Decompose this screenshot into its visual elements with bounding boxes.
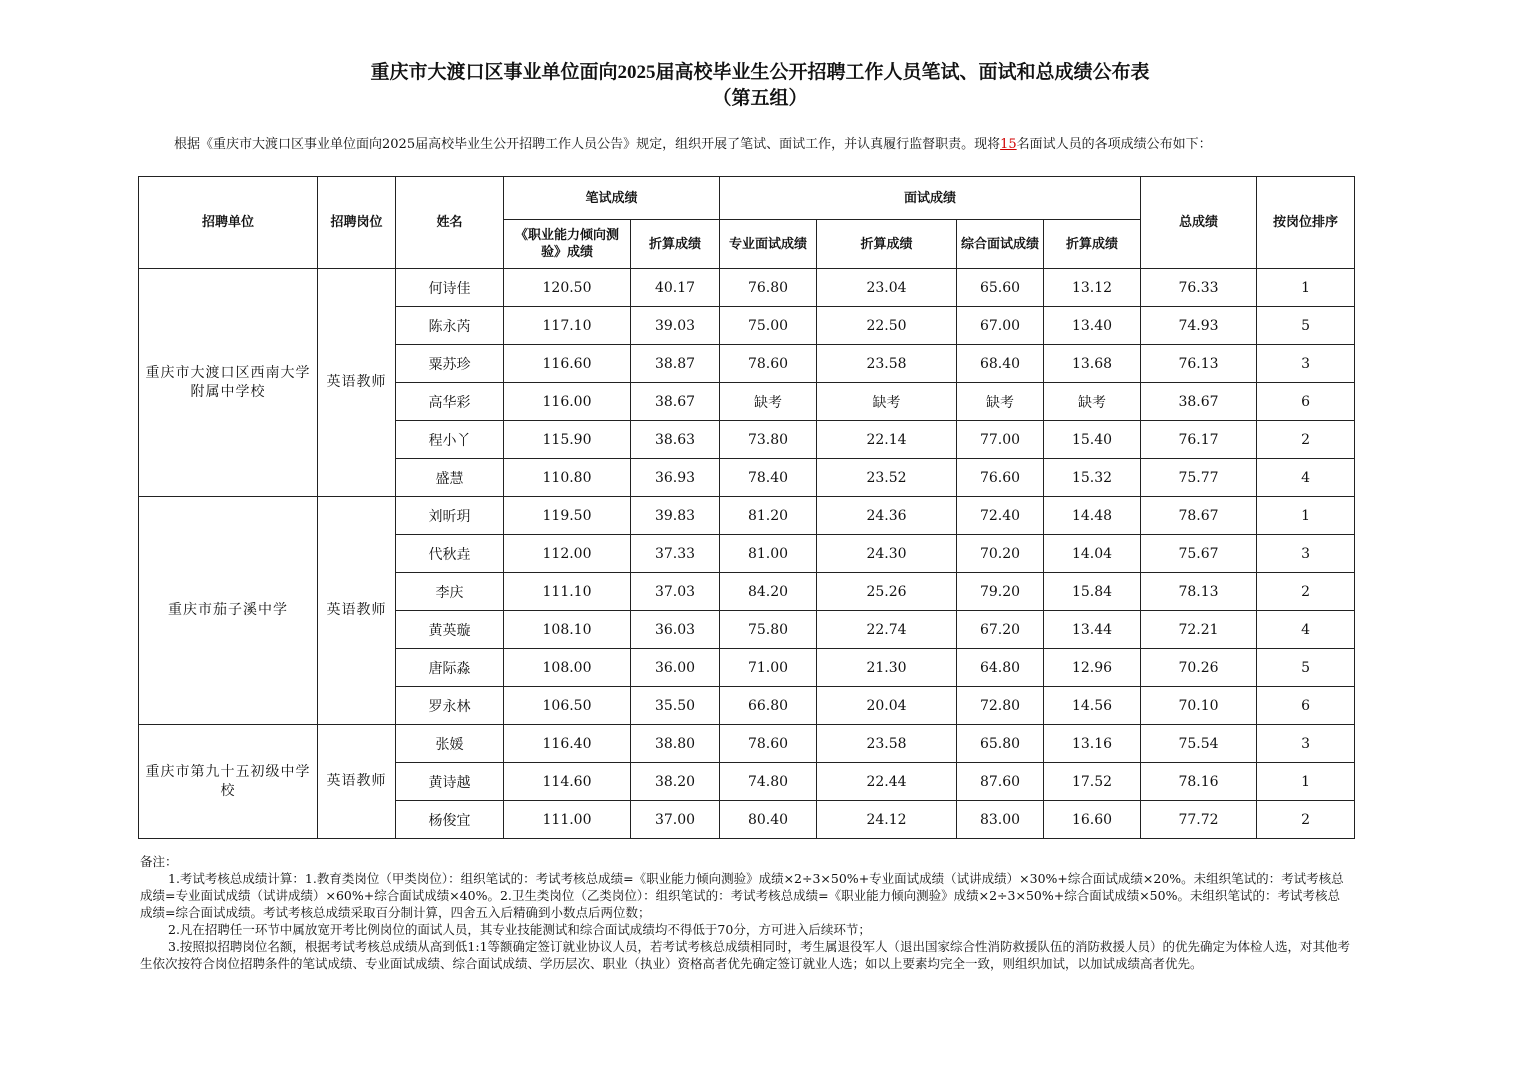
candidate-name: 李庆: [396, 573, 504, 611]
post-rank: 2: [1257, 573, 1355, 611]
comp-interview-converted: 13.68: [1044, 345, 1141, 383]
pro-interview-converted: 24.12: [817, 801, 957, 839]
recruiting-unit: 重庆市茄子溪中学: [139, 497, 318, 725]
pro-interview-score: 80.40: [720, 801, 817, 839]
comp-interview-score: 67.20: [957, 611, 1044, 649]
written-score: 112.00: [504, 535, 631, 573]
pro-interview-converted: 23.58: [817, 725, 957, 763]
pro-interview-score: 缺考: [720, 383, 817, 421]
candidate-name: 刘昕玥: [396, 497, 504, 535]
header-pro-conv: 折算成绩: [817, 220, 957, 269]
title-line-2: （第五组）: [712, 88, 808, 109]
page-title: [0, 60, 1520, 112]
header-written: 笔试成绩: [504, 177, 720, 220]
comp-interview-score: 77.00: [957, 421, 1044, 459]
comp-interview-score: 79.20: [957, 573, 1044, 611]
comp-interview-converted: 14.56: [1044, 687, 1141, 725]
candidate-name: 何诗佳: [396, 269, 504, 307]
post-rank: 1: [1257, 269, 1355, 307]
pro-interview-converted: 缺考: [817, 383, 957, 421]
notes-section: [140, 853, 1352, 972]
comp-interview-converted: 16.60: [1044, 801, 1141, 839]
post-rank: 1: [1257, 497, 1355, 535]
pro-interview-score: 75.80: [720, 611, 817, 649]
comp-interview-converted: 15.40: [1044, 421, 1141, 459]
total-score: 70.26: [1141, 649, 1257, 687]
post-rank: 2: [1257, 801, 1355, 839]
header-written-score: 《职业能力倾向测验》成绩: [504, 220, 631, 269]
total-score: 38.67: [1141, 383, 1257, 421]
candidate-name: 唐际淼: [396, 649, 504, 687]
intro-paragraph: [140, 135, 1352, 154]
written-converted: 37.03: [631, 573, 720, 611]
comp-interview-score: 缺考: [957, 383, 1044, 421]
table-row: [139, 497, 1355, 535]
header-comp-interview: 综合面试成绩: [957, 220, 1044, 269]
candidate-name: 程小丫: [396, 421, 504, 459]
pro-interview-converted: 22.50: [817, 307, 957, 345]
total-score: 75.54: [1141, 725, 1257, 763]
pro-interview-converted: 24.36: [817, 497, 957, 535]
written-score: 115.90: [504, 421, 631, 459]
written-converted: 36.03: [631, 611, 720, 649]
pro-interview-score: 66.80: [720, 687, 817, 725]
post-rank: 5: [1257, 649, 1355, 687]
pro-interview-converted: 21.30: [817, 649, 957, 687]
header-post: 招聘岗位: [318, 177, 396, 269]
written-score: 114.60: [504, 763, 631, 801]
comp-interview-converted: 13.40: [1044, 307, 1141, 345]
header-total: 总成绩: [1141, 177, 1257, 269]
recruiting-post: 英语教师: [318, 497, 396, 725]
comp-interview-score: 68.40: [957, 345, 1044, 383]
written-score: 111.10: [504, 573, 631, 611]
written-score: 116.40: [504, 725, 631, 763]
post-rank: 2: [1257, 421, 1355, 459]
pro-interview-score: 78.60: [720, 725, 817, 763]
comp-interview-score: 72.80: [957, 687, 1044, 725]
written-score: 108.10: [504, 611, 631, 649]
written-converted: 38.87: [631, 345, 720, 383]
post-rank: 4: [1257, 611, 1355, 649]
pro-interview-converted: 22.14: [817, 421, 957, 459]
comp-interview-converted: 15.32: [1044, 459, 1141, 497]
written-score: 120.50: [504, 269, 631, 307]
written-score: 117.10: [504, 307, 631, 345]
candidate-name: 黄诗越: [396, 763, 504, 801]
note-item-1: 1.考试考核总成绩计算：1.教育类岗位（甲类岗位）：组织笔试的：考试考核总成绩=《职业能力倾向测验》成绩×2÷3×50%+专业面试成绩（试讲成绩）×30%+综合面试成绩×20%。未组织笔试的：考试考核总成绩=专业面试成绩（试讲成绩）×60%+综合面试成绩×40%。2.卫生类岗位（乙类岗位）：组织笔试的：考试考核总成绩=《职业能力倾向测验》成绩×2÷3×50%+综合面试成绩×50%。未组织笔试的：考试考核总成绩=综合面试成绩。考试考核总成绩采取百分制计算，四舍五入后精确到小数点后两位数；: [140, 871, 1344, 920]
pro-interview-converted: 22.44: [817, 763, 957, 801]
written-converted: 36.00: [631, 649, 720, 687]
pro-interview-score: 75.00: [720, 307, 817, 345]
score-table: [138, 176, 1355, 839]
comp-interview-score: 70.20: [957, 535, 1044, 573]
written-converted: 37.00: [631, 801, 720, 839]
written-converted: 38.67: [631, 383, 720, 421]
score-table-body: [139, 269, 1355, 839]
header-rank: 按岗位排序: [1257, 177, 1355, 269]
written-converted: 39.83: [631, 497, 720, 535]
pro-interview-score: 81.00: [720, 535, 817, 573]
comp-interview-score: 87.60: [957, 763, 1044, 801]
candidate-name: 陈永芮: [396, 307, 504, 345]
pro-interview-score: 84.20: [720, 573, 817, 611]
recruiting-unit: 重庆市大渡口区西南大学附属中学校: [139, 269, 318, 497]
post-rank: 5: [1257, 307, 1355, 345]
total-score: 70.10: [1141, 687, 1257, 725]
pro-interview-score: 78.60: [720, 345, 817, 383]
recruiting-unit: 重庆市第九十五初级中学校: [139, 725, 318, 839]
total-score: 76.13: [1141, 345, 1257, 383]
table-row: [139, 269, 1355, 307]
written-converted: 35.50: [631, 687, 720, 725]
pro-interview-converted: 23.04: [817, 269, 957, 307]
written-converted: 38.20: [631, 763, 720, 801]
pro-interview-converted: 24.30: [817, 535, 957, 573]
comp-interview-converted: 14.04: [1044, 535, 1141, 573]
table-row: [139, 725, 1355, 763]
pro-interview-score: 76.80: [720, 269, 817, 307]
total-score: 78.67: [1141, 497, 1257, 535]
header-pro-interview: 专业面试成绩: [720, 220, 817, 269]
recruiting-post: 英语教师: [318, 725, 396, 839]
comp-interview-score: 65.60: [957, 269, 1044, 307]
comp-interview-score: 83.00: [957, 801, 1044, 839]
total-score: 76.33: [1141, 269, 1257, 307]
note-item-3: 3.按照拟招聘岗位名额，根据考试考核总成绩从高到低1:1等额确定签订就业协议人员，若考试考核总成绩相同时，考生属退役军人（退出国家综合性消防救援队伍的消防救援人员）的优先确定为体检人选，对其他考生依次按符合岗位招聘条件的笔试成绩、专业面试成绩、综合面试成绩、学历层次、职业（执业）资格高者优先确定签订就业人选；如以上要素均完全一致，则组织加试，以加试成绩高者优先。: [140, 939, 1351, 971]
comp-interview-converted: 12.96: [1044, 649, 1141, 687]
comp-interview-score: 65.80: [957, 725, 1044, 763]
total-score: 76.17: [1141, 421, 1257, 459]
pro-interview-converted: 25.26: [817, 573, 957, 611]
written-score: 116.00: [504, 383, 631, 421]
post-rank: 3: [1257, 725, 1355, 763]
title-line-1: 重庆市大渡口区事业单位面向2025届高校毕业生公开招聘工作人员笔试、面试和总成绩公布表: [370, 62, 1150, 83]
written-converted: 40.17: [631, 269, 720, 307]
candidate-name: 代秋垚: [396, 535, 504, 573]
header-unit: 招聘单位: [139, 177, 318, 269]
post-rank: 6: [1257, 687, 1355, 725]
written-converted: 39.03: [631, 307, 720, 345]
comp-interview-score: 64.80: [957, 649, 1044, 687]
recruiting-post: 英语教师: [318, 269, 396, 497]
written-score: 119.50: [504, 497, 631, 535]
post-rank: 6: [1257, 383, 1355, 421]
header-written-conv: 折算成绩: [631, 220, 720, 269]
header-comp-conv: 折算成绩: [1044, 220, 1141, 269]
pro-interview-score: 73.80: [720, 421, 817, 459]
candidate-name: 粟苏珍: [396, 345, 504, 383]
comp-interview-converted: 缺考: [1044, 383, 1141, 421]
pro-interview-converted: 22.74: [817, 611, 957, 649]
note-item-2: 2.凡在招聘任一环节中属放宽开考比例岗位的面试人员，其专业技能测试和综合面试成绩均不得低于70分，方可进入后续环节；: [168, 922, 871, 937]
candidate-name: 张媛: [396, 725, 504, 763]
candidate-name: 杨俊宜: [396, 801, 504, 839]
written-converted: 37.33: [631, 535, 720, 573]
comp-interview-converted: 15.84: [1044, 573, 1141, 611]
post-rank: 3: [1257, 535, 1355, 573]
written-score: 108.00: [504, 649, 631, 687]
comp-interview-converted: 17.52: [1044, 763, 1141, 801]
pro-interview-converted: 23.58: [817, 345, 957, 383]
total-score: 72.21: [1141, 611, 1257, 649]
written-score: 106.50: [504, 687, 631, 725]
comp-interview-score: 76.60: [957, 459, 1044, 497]
header-name: 姓名: [396, 177, 504, 269]
written-score: 111.00: [504, 801, 631, 839]
written-score: 116.60: [504, 345, 631, 383]
candidate-name: 高华彩: [396, 383, 504, 421]
pro-interview-score: 81.20: [720, 497, 817, 535]
pro-interview-score: 78.40: [720, 459, 817, 497]
post-rank: 1: [1257, 763, 1355, 801]
candidate-name: 盛慧: [396, 459, 504, 497]
comp-interview-converted: 13.16: [1044, 725, 1141, 763]
pro-interview-converted: 20.04: [817, 687, 957, 725]
total-score: 75.67: [1141, 535, 1257, 573]
total-score: 78.13: [1141, 573, 1257, 611]
total-score: 77.72: [1141, 801, 1257, 839]
comp-interview-score: 72.40: [957, 497, 1044, 535]
post-rank: 4: [1257, 459, 1355, 497]
written-converted: 38.80: [631, 725, 720, 763]
intro-text-after: 名面试人员的各项成绩公布如下：: [1016, 137, 1212, 152]
written-converted: 36.93: [631, 459, 720, 497]
pro-interview-converted: 23.52: [817, 459, 957, 497]
notes-heading: 备注：: [140, 854, 178, 869]
written-converted: 38.63: [631, 421, 720, 459]
written-score: 110.80: [504, 459, 631, 497]
pro-interview-score: 74.80: [720, 763, 817, 801]
post-rank: 3: [1257, 345, 1355, 383]
comp-interview-converted: 13.12: [1044, 269, 1141, 307]
pro-interview-score: 71.00: [720, 649, 817, 687]
total-score: 78.16: [1141, 763, 1257, 801]
candidate-name: 罗永林: [396, 687, 504, 725]
comp-interview-score: 67.00: [957, 307, 1044, 345]
total-score: 74.93: [1141, 307, 1257, 345]
header-interview: 面试成绩: [720, 177, 1141, 220]
intro-text-before: 根据《重庆市大渡口区事业单位面向2025届高校毕业生公开招聘工作人员公告》规定，组织开展了笔试、面试工作，并认真履行监督职责。现将: [174, 137, 1001, 152]
total-score: 75.77: [1141, 459, 1257, 497]
candidate-name: 黄英璇: [396, 611, 504, 649]
comp-interview-converted: 13.44: [1044, 611, 1141, 649]
interviewee-count: 15: [1000, 137, 1017, 152]
comp-interview-converted: 14.48: [1044, 497, 1141, 535]
